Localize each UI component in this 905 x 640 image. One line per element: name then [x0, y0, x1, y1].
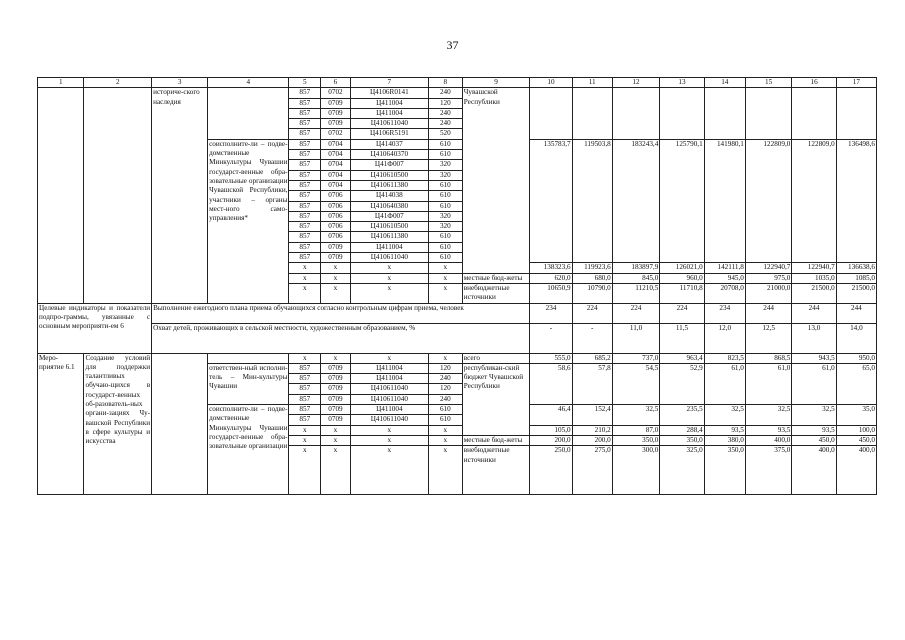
code-cell: 240	[428, 119, 462, 129]
code-cell: x	[350, 273, 428, 283]
code-cell: x	[350, 283, 428, 303]
code-cell: 857	[289, 374, 321, 384]
table-row	[38, 88, 877, 98]
code-cell: 857	[289, 170, 321, 180]
code-cell: 0709	[321, 253, 351, 263]
code-cell: x	[289, 435, 321, 445]
value-cell: 950,0	[836, 353, 876, 363]
value-cell: 58,6	[530, 363, 572, 404]
code-cell: Ц411004	[350, 405, 428, 415]
code-cell: x	[321, 425, 351, 435]
code-cell: 0706	[321, 201, 351, 211]
code-cell: 0709	[321, 374, 351, 384]
code-cell: 857	[289, 242, 321, 252]
value-cell: 288,4	[660, 425, 704, 435]
code-cell: 0702	[321, 88, 351, 98]
column-number: 2	[84, 78, 152, 88]
value-cell: 350,0	[612, 435, 660, 445]
column-number: 16	[792, 78, 836, 88]
code-cell: 520	[428, 129, 462, 139]
funding-source: местные бюд-жеты	[462, 273, 530, 283]
code-cell: Ц41Ф007	[350, 211, 428, 221]
code-cell: 240	[428, 394, 462, 404]
column-number: 12	[612, 78, 660, 88]
co-executors: соисполните-ли – подве-домственные Минкультуры Чувашии государст-венные обра-зовательные организации	[208, 405, 289, 495]
code-cell: 857	[289, 394, 321, 404]
value-cell: 13,0	[792, 323, 836, 353]
value-cell: 400,0	[836, 446, 876, 495]
empty-cell	[745, 88, 791, 139]
code-cell: Ц410611040	[350, 253, 428, 263]
code-cell: x	[428, 273, 462, 283]
code-cell: 857	[289, 160, 321, 170]
code-cell: 0709	[321, 394, 351, 404]
value-cell: 119503,8	[572, 139, 612, 263]
value-cell: 21000,0	[745, 283, 791, 303]
code-cell: Ц410640380	[350, 201, 428, 211]
value-cell: 125790,1	[660, 139, 704, 263]
code-cell: x	[321, 353, 351, 363]
code-cell: 857	[289, 88, 321, 98]
code-cell: Ц411004	[350, 108, 428, 118]
column-number: 1	[38, 78, 84, 88]
value-cell: 183243,4	[612, 139, 660, 263]
value-cell: 737,0	[612, 353, 660, 363]
code-cell: Ц414037	[350, 139, 428, 149]
code-cell: 857	[289, 201, 321, 211]
code-cell: 0709	[321, 98, 351, 108]
code-cell: Ц410640370	[350, 150, 428, 160]
responsible-executor: ответствен-ный исполни-тель – Мин-культуры Чувашии	[208, 363, 289, 404]
indicator-text: Охват детей, проживающих в сельской местности, художественным образованием, %	[152, 323, 530, 353]
code-cell: Ц410610500	[350, 170, 428, 180]
code-cell: 857	[289, 415, 321, 425]
value-cell: 250,0	[530, 446, 572, 495]
code-cell: 0709	[321, 119, 351, 129]
code-cell: x	[428, 425, 462, 435]
value-cell: 325,0	[660, 446, 704, 495]
value-cell: 210,2	[572, 425, 612, 435]
code-cell: x	[428, 435, 462, 445]
code-cell: 0706	[321, 191, 351, 201]
value-cell: 224	[660, 303, 704, 323]
code-cell: 857	[289, 222, 321, 232]
code-cell: 120	[428, 384, 462, 394]
value-cell: 14,0	[836, 323, 876, 353]
measure-number: Меро-приятие 6.1	[38, 353, 84, 495]
value-cell: 100,0	[836, 425, 876, 435]
code-cell: 0709	[321, 108, 351, 118]
code-cell: 610	[428, 242, 462, 252]
code-cell: x	[289, 263, 321, 273]
code-cell: 0709	[321, 363, 351, 373]
code-cell: 857	[289, 108, 321, 118]
value-cell: 61,0	[792, 363, 836, 404]
empty-cell	[152, 353, 208, 495]
value-cell: 183897,9	[612, 263, 660, 273]
code-cell: 857	[289, 150, 321, 160]
funding-source: всего	[462, 353, 530, 363]
value-cell: 244	[745, 303, 791, 323]
value-cell: 244	[792, 303, 836, 323]
code-cell: 0709	[321, 384, 351, 394]
code-cell: 857	[289, 191, 321, 201]
code-cell: 0704	[321, 139, 351, 149]
value-cell: 224	[572, 303, 612, 323]
program-table	[37, 77, 877, 495]
code-cell: 320	[428, 160, 462, 170]
value-cell: 868,5	[745, 353, 791, 363]
code-cell: 320	[428, 211, 462, 221]
value-cell: 52,9	[660, 363, 704, 404]
code-cell: x	[321, 263, 351, 273]
value-cell: 93,5	[792, 425, 836, 435]
code-cell: x	[428, 353, 462, 363]
value-cell: 122940,7	[792, 263, 836, 273]
value-cell: -	[572, 323, 612, 353]
code-cell: 320	[428, 170, 462, 180]
code-cell: Ц410611040	[350, 119, 428, 129]
code-cell: x	[321, 283, 351, 303]
empty-cell	[208, 88, 289, 139]
code-cell: Ц410611040	[350, 394, 428, 404]
value-cell: 11,0	[612, 323, 660, 353]
header-row	[38, 78, 877, 88]
funding-source: Чувашской Республики	[462, 88, 530, 273]
value-cell: 685,2	[572, 353, 612, 363]
code-cell: Ц4106R0141	[350, 88, 428, 98]
continued-cell	[84, 88, 152, 303]
code-cell: x	[321, 446, 351, 495]
code-cell: 0709	[321, 415, 351, 425]
code-cell: Ц411004	[350, 374, 428, 384]
code-cell: 0706	[321, 211, 351, 221]
value-cell: 61,0	[745, 363, 791, 404]
value-cell: 105,0	[530, 425, 572, 435]
value-cell: 555,0	[530, 353, 572, 363]
value-cell: 380,0	[704, 435, 745, 445]
code-cell: 240	[428, 108, 462, 118]
empty-cell	[530, 88, 572, 139]
code-cell: x	[289, 425, 321, 435]
empty-cell	[208, 353, 289, 363]
code-cell: 857	[289, 180, 321, 190]
code-cell: 857	[289, 139, 321, 149]
value-cell: 54,5	[612, 363, 660, 404]
page-number: 37	[446, 38, 459, 52]
code-cell: Ц411004	[350, 363, 428, 373]
value-cell: 1085,0	[836, 273, 876, 283]
code-cell: 857	[289, 232, 321, 242]
empty-cell	[572, 88, 612, 139]
event-cell: историче-ского наследия	[152, 88, 208, 303]
value-cell: 975,0	[745, 273, 791, 283]
value-cell: 845,0	[612, 273, 660, 283]
value-cell: 224	[612, 303, 660, 323]
table-row	[38, 353, 877, 363]
column-number: 14	[704, 78, 745, 88]
value-cell: 234	[530, 303, 572, 323]
value-cell: 10650,9	[530, 283, 572, 303]
code-cell: Ц410611040	[350, 415, 428, 425]
value-cell: 152,4	[572, 405, 612, 426]
value-cell: 136498,6	[836, 139, 876, 263]
value-cell: 93,5	[745, 425, 791, 435]
value-cell: 275,0	[572, 446, 612, 495]
code-cell: x	[289, 283, 321, 303]
value-cell: 32,5	[745, 405, 791, 426]
code-cell: 610	[428, 201, 462, 211]
code-cell: 320	[428, 222, 462, 232]
value-cell: 680,0	[572, 273, 612, 283]
value-cell: 400,0	[745, 435, 791, 445]
code-cell: 610	[428, 180, 462, 190]
code-cell: 610	[428, 253, 462, 263]
funding-source: внебюджетные источники	[462, 283, 530, 303]
value-cell: 93,5	[704, 425, 745, 435]
value-cell: 400,0	[792, 446, 836, 495]
code-cell: 610	[428, 139, 462, 149]
column-number: 13	[660, 78, 704, 88]
code-cell: 0706	[321, 232, 351, 242]
code-cell: Ц410611380	[350, 232, 428, 242]
target-row	[38, 323, 877, 353]
value-cell: 450,0	[836, 435, 876, 445]
value-cell: 450,0	[792, 435, 836, 445]
value-cell: 32,5	[704, 405, 745, 426]
value-cell: 21500,0	[836, 283, 876, 303]
code-cell: 857	[289, 211, 321, 221]
empty-cell	[704, 88, 745, 139]
code-cell: x	[350, 425, 428, 435]
value-cell: 138323,6	[530, 263, 572, 273]
funding-source: внебюджетные источники	[462, 446, 530, 495]
code-cell: 857	[289, 98, 321, 108]
code-cell: 120	[428, 98, 462, 108]
funding-source: местные бюд-жеты	[462, 435, 530, 445]
code-cell: Ц41Ф007	[350, 160, 428, 170]
value-cell: 350,0	[660, 435, 704, 445]
value-cell: 119923,6	[572, 263, 612, 273]
value-cell: 200,0	[530, 435, 572, 445]
code-cell: 610	[428, 405, 462, 415]
value-cell: 57,8	[572, 363, 612, 404]
value-cell: 10790,0	[572, 283, 612, 303]
targets-label: Целевые индикаторы и показатели подпро-граммы, увязанные с основным мероприяти-ем 6	[38, 303, 152, 353]
code-cell: Ц411004	[350, 242, 428, 252]
value-cell: 136638,6	[836, 263, 876, 273]
value-cell: 12,5	[745, 323, 791, 353]
value-cell: 46,4	[530, 405, 572, 426]
value-cell: 122809,0	[792, 139, 836, 263]
column-number: 4	[208, 78, 289, 88]
value-cell: 122940,7	[745, 263, 791, 273]
code-cell: Ц410611040	[350, 384, 428, 394]
value-cell: 35,0	[836, 405, 876, 426]
code-cell: 0706	[321, 222, 351, 232]
target-row	[38, 303, 877, 323]
code-cell: 857	[289, 253, 321, 263]
code-cell: x	[321, 435, 351, 445]
empty-cell	[792, 88, 836, 139]
value-cell: 963,4	[660, 353, 704, 363]
code-cell: x	[428, 283, 462, 303]
column-number: 11	[572, 78, 612, 88]
value-cell: 21500,0	[792, 283, 836, 303]
column-number: 15	[745, 78, 791, 88]
value-cell: 32,5	[612, 405, 660, 426]
value-cell: 20708,0	[704, 283, 745, 303]
value-cell: 11210,5	[612, 283, 660, 303]
code-cell: x	[428, 446, 462, 495]
code-cell: Ц410610500	[350, 222, 428, 232]
code-cell: 857	[289, 363, 321, 373]
value-cell: 960,0	[660, 273, 704, 283]
column-number: 6	[321, 78, 351, 88]
value-cell: 234	[704, 303, 745, 323]
value-cell: 350,0	[704, 446, 745, 495]
code-cell: 120	[428, 363, 462, 373]
code-cell: x	[350, 435, 428, 445]
column-number: 10	[530, 78, 572, 88]
value-cell: 11710,8	[660, 283, 704, 303]
empty-cell	[612, 88, 660, 139]
code-cell: 857	[289, 129, 321, 139]
code-cell: 0702	[321, 129, 351, 139]
value-cell: 122809,0	[745, 139, 791, 263]
code-cell: 0704	[321, 180, 351, 190]
empty-cell	[660, 88, 704, 139]
code-cell: Ц414038	[350, 191, 428, 201]
value-cell: 1035,0	[792, 273, 836, 283]
code-cell: 0704	[321, 170, 351, 180]
code-cell: 857	[289, 119, 321, 129]
code-cell: 610	[428, 191, 462, 201]
value-cell: 235,5	[660, 405, 704, 426]
empty-cell	[836, 88, 876, 139]
code-cell: 240	[428, 374, 462, 384]
column-number: 5	[289, 78, 321, 88]
value-cell: 141980,1	[704, 139, 745, 263]
value-cell: 375,0	[745, 446, 791, 495]
value-cell: 32,5	[792, 405, 836, 426]
code-cell: 0704	[321, 150, 351, 160]
code-cell: 610	[428, 150, 462, 160]
value-cell: 200,0	[572, 435, 612, 445]
column-number: 7	[350, 78, 428, 88]
value-cell: 142111,8	[704, 263, 745, 273]
code-cell: x	[289, 273, 321, 283]
value-cell: 943,5	[792, 353, 836, 363]
value-cell: 300,0	[612, 446, 660, 495]
code-cell: x	[350, 446, 428, 495]
code-cell: 610	[428, 415, 462, 425]
value-cell: 945,0	[704, 273, 745, 283]
continued-cell	[38, 88, 84, 303]
code-cell: x	[428, 263, 462, 273]
value-cell: 135783,7	[530, 139, 572, 263]
code-cell: Ц4106R5191	[350, 129, 428, 139]
code-cell: x	[350, 353, 428, 363]
funding-source: республикан-ский бюджет Чувашской Республики	[462, 363, 530, 435]
column-number: 9	[462, 78, 530, 88]
value-cell: 87,0	[612, 425, 660, 435]
value-cell: 126021,0	[660, 263, 704, 273]
value-cell: 620,0	[530, 273, 572, 283]
value-cell: 244	[836, 303, 876, 323]
code-cell: 0704	[321, 160, 351, 170]
code-cell: Ц410611380	[350, 180, 428, 190]
code-cell: x	[289, 446, 321, 495]
column-number: 3	[152, 78, 208, 88]
code-cell: 857	[289, 384, 321, 394]
code-cell: x	[350, 263, 428, 273]
code-cell: 0709	[321, 242, 351, 252]
value-cell: 65,0	[836, 363, 876, 404]
column-number: 17	[836, 78, 876, 88]
column-number: 8	[428, 78, 462, 88]
value-cell: 11,5	[660, 323, 704, 353]
code-cell: 610	[428, 232, 462, 242]
code-cell: 857	[289, 405, 321, 415]
code-cell: x	[289, 353, 321, 363]
code-cell: 0709	[321, 405, 351, 415]
value-cell: 823,5	[704, 353, 745, 363]
co-executors: соисполните-ли – подве-домственные Минкультуры Чувашии государст-венные обра-зовательные организации Чувашской Республики, участники – органы мест-ного само-управления*	[208, 139, 289, 303]
measure-title: Создание условий для поддержки талантливых обучаю-щихся в государст-венных об-разователь-ных органи-зациях Чу-вашской Республики в сфере культуры и искусства	[84, 353, 152, 495]
code-cell: Ц411004	[350, 98, 428, 108]
code-cell: x	[321, 273, 351, 283]
indicator-text: Выполнение ежегодного плана приема обучающихся согласно контрольным цифрам приема, человек	[152, 303, 530, 323]
code-cell: 240	[428, 88, 462, 98]
value-cell: 12,0	[704, 323, 745, 353]
value-cell: 61,0	[704, 363, 745, 404]
value-cell: -	[530, 323, 572, 353]
